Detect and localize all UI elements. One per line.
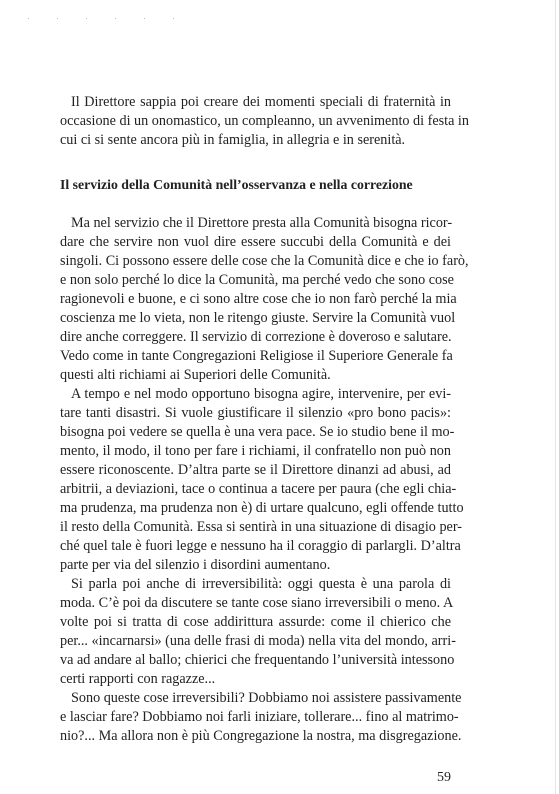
page-number: 59 — [437, 770, 451, 785]
text-line: Il Direttore sappia poi creare dei momenti speciali di fraternità in — [71, 94, 451, 110]
text-line: parte per via del silenzio i disordini aumentano. — [60, 557, 331, 573]
text-line: Vedo come in tante Congregazioni Religiose il Superiore Generale fa — [60, 348, 453, 364]
text-line: va ad andare al ballo; chierici che frequentando l’università intessono — [60, 652, 455, 668]
text-line: Ma nel servizio che il Direttore presta alla Comunità bisogna ricor- — [71, 215, 453, 231]
text-line: volte poi si tratta di cose addirittura assurde: come il chierico che — [60, 614, 451, 630]
text-line: moda. C’è poi da discutere se tante cose siano irreversibili o meno. A — [60, 595, 454, 611]
text-line: e lasciar fare? Dobbiamo noi farli iniziare, tollerare... fino al matrimo- — [60, 709, 459, 725]
text-line: dare che servire non vuol dire essere succubi della Comunità e dei — [60, 234, 451, 250]
text-line: Sono queste cose irreversibili? Dobbiamo noi assistere passivamente — [71, 690, 462, 706]
text-line: coscienza me lo vieta, non le ritengo giuste. Servire la Comunità vuol — [60, 310, 456, 326]
text-line: ragionevoli e buone, e ci sono altre cose che io non farò perché la mia — [60, 291, 457, 307]
text-line: ma prudenza, ma prudenza non è) di urtare qualcuno, egli offende tutto — [60, 500, 464, 516]
text-line: e non solo perché lo dice la Comunità, ma perché vedo che sono cose — [60, 272, 454, 288]
section-heading: Il servizio della Comunità nell’osservanza e nella correzione — [60, 177, 413, 192]
text-line: ché quel tale è fuori legge e nessuno ha il coraggio di parlargli. D’altra — [60, 538, 461, 554]
text-line: certi rapporti con ragazze... — [60, 671, 216, 687]
scan-edge — [555, 0, 556, 794]
text-line: occasione di un onomastico, un compleanno, un avvenimento di festa in — [60, 113, 469, 129]
text-line: bisogna poi vedere se quella è una vera pace. Se io studio bene il mo- — [60, 424, 455, 440]
text-line: questi alti richiami ai Superiori delle Comunità. — [60, 367, 331, 383]
text-line: per... «incarnarsi» (una delle frasi di moda) nella vita del mondo, arri- — [60, 633, 456, 649]
text-line: mento, il modo, il tono per fare i richiami, il confratello non può non — [60, 443, 451, 459]
text-line: cui ci si sente ancora più in famiglia, in allegria e in serenità. — [60, 132, 406, 148]
text-line: arbitrii, a deviazioni, tace o continua a tacere per paura (che egli chia- — [60, 481, 457, 497]
text-line: singoli. Ci possono essere delle cose che la Comunità dice e che io farò, — [60, 253, 469, 269]
text-line: tare tanti disastri. Si vuole giustificare il silenzio «pro bono pacis»: — [60, 405, 451, 421]
text-line: essere riconoscente. D’altra parte se il Direttore dinanzi ad abusi, ad — [60, 462, 451, 478]
text-line: A tempo e nel modo opportuno bisogna agire, intervenire, per evi- — [71, 386, 451, 402]
text-line: il resto della Comunità. Essa si sentirà in una situazione di disagio per- — [60, 519, 463, 535]
scan-speckle — [28, 6, 228, 12]
text-line: nio?... Ma allora non è più Congregazione la nostra, ma disgregazione. — [60, 728, 462, 744]
text-line: dire anche correggere. Il servizio di correzione è doveroso e salutare. — [60, 329, 452, 345]
text-line: Si parla poi anche di irreversibilità: oggi questa è una parola di — [71, 576, 451, 592]
